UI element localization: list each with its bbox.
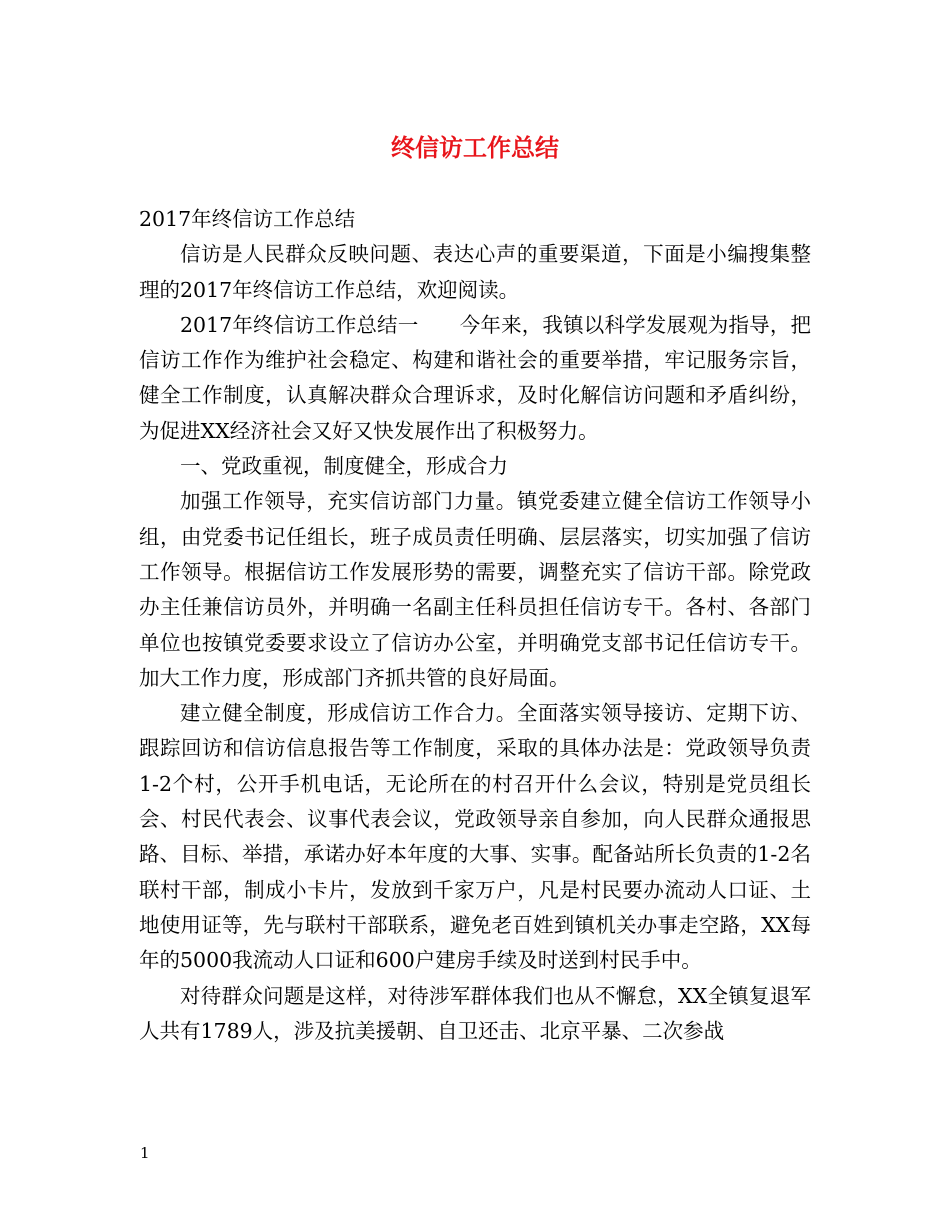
- page-number: 1: [140, 1144, 150, 1162]
- paragraph-leadership: 加强工作领导，充实信访部门力量。镇党委建立健全信访工作领导小组，由党委书记任组长，班子成员责任明确、层层落实，切实加强了信访工作领导。根据信访工作发展形势的需要，调整充实了信访干部。除党政办主任兼信访员外，并明确一名副主任科员担任信访专干。各村、各部门单位也按镇党委要求设立了信访办公室，并明确党支部书记任信访专干。加大工作力度，形成部门齐抓共管的良好局面。: [139, 489, 811, 690]
- paragraph-veterans: 对待群众问题是这样，对待涉军群体我们也从不懈怠，XX全镇复退军人共有1789人，涉及抗美援朝、自卫还击、北京平暴、二次参战: [139, 983, 811, 1043]
- paragraph-system: 建立健全制度，形成信访工作合力。全面落实领导接访、定期下访、跟踪回访和信访信息报告等工作制度，采取的具体办法是：党政领导负责1-2个村，公开手机电话，无论所在的村召开什么会议，特别是党员组长会、村民代表会、议事代表会议，党政领导亲自参加，向人民群众通报思路、目标、举措，承诺办好本年度的大事、实事。配备站所长负责的1-2名联村干部，制成小卡片，发放到千家万户，凡是村民要办流动人口证、土地使用证等，先与联村干部联系，避免老百姓到镇机关办事走空路，XX每年的5000我流动人口证和600户建房手续及时送到村民手中。: [139, 701, 811, 973]
- document-body: [139, 202, 811, 1049]
- paragraph-summary-one: 2017年终信访工作总结一 今年来，我镇以科学发展观为指导，把信访工作作为维护社会稳定、构建和谐社会的重要举措，牢记服务宗旨，健全工作制度，认真解决群众合理诉求，及时化解信访问题和矛盾纠纷，为促进XX经济社会又好又快发展作出了积极努力。: [139, 312, 811, 443]
- document-subtitle: 2017年终信访工作总结: [139, 207, 356, 231]
- section-heading-1: 一、党政重视，制度健全，形成合力: [180, 454, 508, 479]
- document-title: 终信访工作总结: [391, 133, 559, 162]
- paragraph-intro: 信访是人民群众反映问题、表达心声的重要渠道，下面是小编搜集整理的2017年终信访工作总结，欢迎阅读。: [139, 242, 811, 302]
